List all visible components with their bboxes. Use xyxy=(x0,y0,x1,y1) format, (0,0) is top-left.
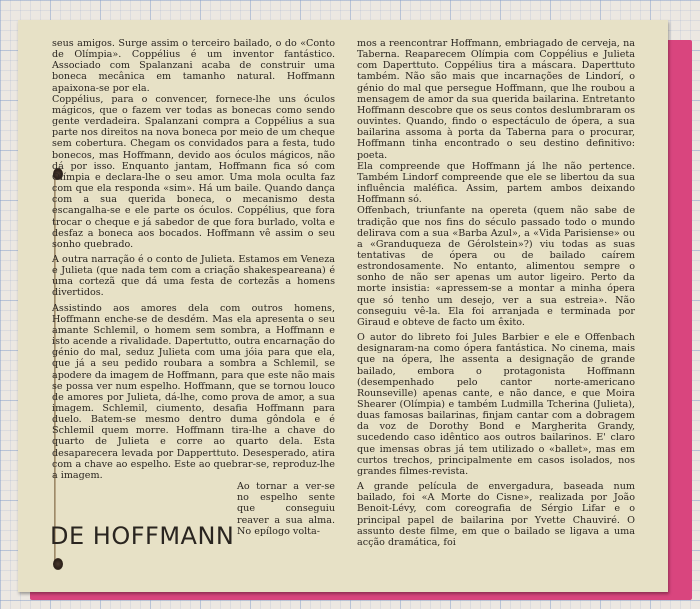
paragraph: Coppélius, para o convencer, fornece-lhe uns óculos mágicos, que o fazem ver todas as bonecas como sendo gente verdadeira. Spalanzani compra a Coppélius a sua parte nos direitos na nova boneca por meio de um cheque sem cobertura. Chegam os convidados para a festa, tudo bonecos, mas Hoffmann, devido aos óculos mágicos, não dá por isso. Enquanto jantam, Hoffmann fica só com Olímpia e declara-lhe o seu amor. Uma mola oculta faz com que ela responda «sim». Há um baile. Quando dança com a sua querida boneca, o mecanismo desta escangalha-se e ele parte os óculos. Coppélius, que fora trocar o cheque e já sabedor de que fora burlado, volta e desfaz a boneca aos bocados. Hoffmann vê assim o seu sonho quebrado. xyxy=(52,93,335,250)
paragraph: Ela compreende que Hoffmann já lhe não pertence. Também Lindorf compreende que ele se libertou da sua influência maléfica. Assim, partem ambos deixando Hoffmann só. xyxy=(357,160,635,206)
paragraph: Assistindo aos amores dela com outros homens, Hoffmann enche-se de desdém. Mas ela apresenta o seu amante Schlemil, o homem sem sombra, a Hoffmann e isto acende a rivalidade. Dapertutto, outra encarnação do génio do mal, seduz Julieta com uma jóia para que ela, que já a seu pedido roubara a sombra a Schlemil, se apodere da imagem de Hoffmann, para que este não mais se possa ver num espelho. Hoffmann, que se tornou louco de amores por Julieta, dá-lhe, como prova de amor, a sua imagem. Schlemil, ciumento, desafia Hoffmann para duelo. Batem-se mesmo dentro duma gôndola e é Schlemil quem morre. Hoffmann tira-lhe a chave do quarto de Julieta e corre ao quarto dela. Esta desaparecera levada por Dapperttuto. Desesperado, atira com a chave ao espelho. Este ao quebrar-se, reproduz-lhe a imagem. xyxy=(52,302,335,481)
right-text-column xyxy=(357,38,635,548)
punch-hole-bottom xyxy=(53,558,63,570)
paragraph: A outra narração é o conto de Julieta. Estamos em Veneza e Julieta (que nada tem com a criação shakespeareana) é uma cortezã que dá uma festa de cortezãs a homens divertidos. xyxy=(52,253,335,299)
paragraph: Ao tornar a ver-se no espelho sente que conseguiu reaver a sua alma. No epílogo volta- xyxy=(237,481,335,537)
paragraph: O autor do libreto foi Jules Barbier e ele e Offenbach designaram-na como ópera fantástica. No cinema, mais que na ópera, lhe assenta a designação de grande bailado, embora o protagonista Hoffmann (desempenhado pelo cantor norte-americano Rounseville) apenas cante, e não dance, e que Moira Shearer (Olímpia) e também Ludmilla Tcherina (Julieta), duas famosas bailarinas, finjam cantar com a dobragem da voz de Dorothy Bond e Margherita Grandy, sucedendo caso idêntico aos outros bailarinos. E' claro que imensas obras já tem utilizado o «ballet», mas em curtos trechos, principalmente em casos isolados, nos grandes filmes-revista. xyxy=(357,332,635,477)
paragraph: mos a reencontrar Hoffmann, embriagado de cerveja, na Taberna. Reaparecem Olímpia com Coppélius e Julieta com Daperttuto. Coppélius tira a máscara. Daperttuto também. Não são mais que incarnações de Lindorí, o génio do mal que persegue Hoffmann, que lhe roubou a mensagem de amor da sua querida bailarina. Entretanto Hoffmann descobre que os seus contos deslumbraram os ouvintes. Quando, findo o espectáculo de ópera, a sua bailarina assoma à porta da Taberna para o procurar, Hoffmann tinha encontrado o seu destino definitivo: poeta. xyxy=(357,38,635,161)
left-text-column xyxy=(52,38,335,537)
paragraph: A grande película de envergadura, baseada num bailado, foi «A Morte do Cisne», realizada por João Benoit-Lévy, com coreografia de Sérgio Lifar e o principal papel de bailarina por Yvette Chauviré. O assunto deste filme, em que o bailado se ligava a uma acção dramática, foi xyxy=(357,481,635,548)
paragraph: Offenbach, triunfante na opereta (quem não sabe de tradição que nos fins do século passado todo o mundo delirava com a sua «Barba Azul», a «Vida Parisiense» ou a «Granduqueza de Gérolstein»?) viu todas as suas tentativas de ópera ou de bailado caírem estrondosamente. No entanto, alimentou sempre o sonho de não ser apenas um autor ligeiro. Perto da morte insistia: «apressem-se a montar a minha ópera que só tenho um desejo, ver a sua estreia». Não conseguiu vê-la. Ela foi arranjada e terminada por Giraud e obteve de facto um êxito. xyxy=(357,205,635,328)
paragraph: seus amigos. Surge assim o terceiro bailado, o do «Conto de Olímpia». Coppélius é um inventor fantástico. Associado com Spalanzani acaba de construir uma boneca mecânica em tamanho natural. Hoffmann apaixona-se por ela. xyxy=(52,38,335,94)
page-title: DE HOFFMANN xyxy=(50,522,235,550)
